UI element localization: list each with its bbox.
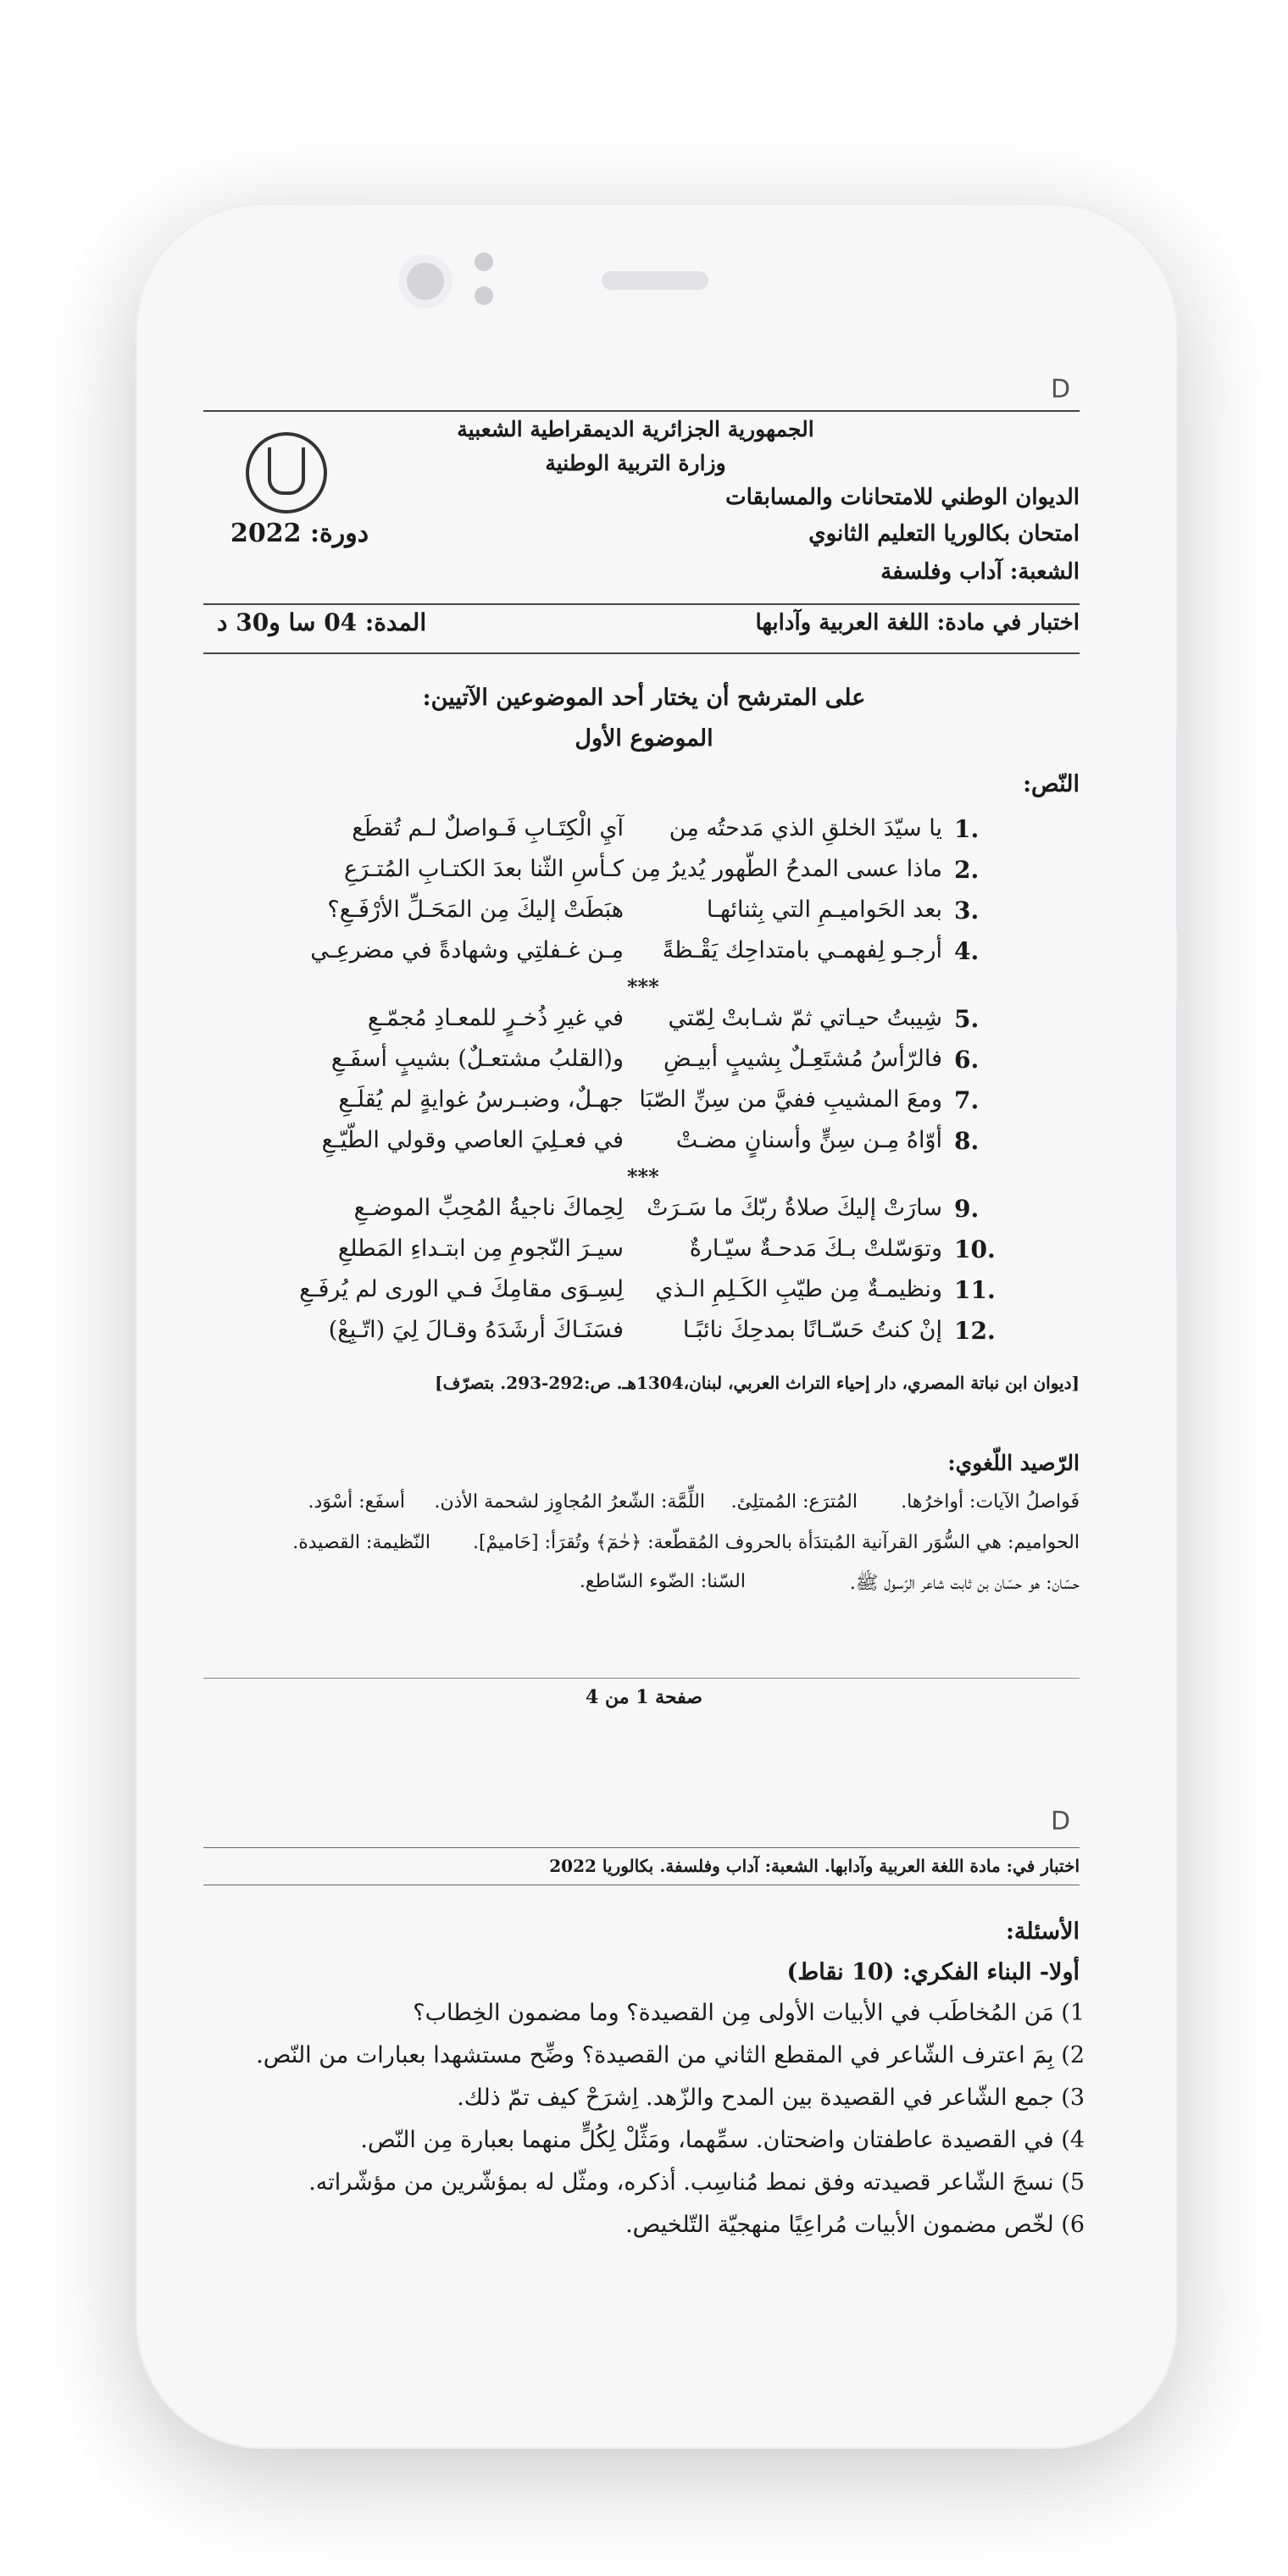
verse-second-hemistich: لِحِماكَ ناجيةُ المُحِبِّ الموضـعِ xyxy=(353,1195,624,1221)
verse-number: 2. xyxy=(954,856,980,884)
glossary-title: الرّصيد اللّغوي: xyxy=(947,1451,1080,1475)
questions-label: الأسئلة: xyxy=(1005,1918,1080,1945)
stanza-separator: *** xyxy=(627,974,659,999)
verse-second-hemistich: جهـلٌ، وضبـرسُ غوايةٍ لم يُقلَـعِ xyxy=(338,1086,624,1113)
verse-number: 7. xyxy=(954,1086,980,1114)
exam-session xyxy=(230,519,369,548)
question-item: 5) نسجَ الشّاعر قصيدته وفق نمط مُناسِب. أذكره، ومثّل له بمؤشّرين من مؤشّراته. xyxy=(308,2169,1085,2196)
poem-source: [ديوان ابن نباتة المصري، دار إحياء التراث العربي، لبنان،1304هـ. ص:292-293. بتصرّف] xyxy=(435,1373,1080,1393)
subject-bottom-rule xyxy=(203,652,1080,654)
verse-second-hemistich: سيـرَ النّجومِ مِن ابتـداءِ المَطلعِ xyxy=(337,1235,624,1262)
verse-number: 1. xyxy=(954,815,980,843)
header-top-rule xyxy=(203,410,1080,412)
verse-first-hemistich: ونظيمـةٌ مِن طيّبِ الكَـلِمِ الـذي xyxy=(655,1276,942,1302)
verse-second-hemistich: و(القلبُ مشتعـلٌ) بشيبٍ أسفَـعِ xyxy=(330,1046,624,1072)
verse-number: 8. xyxy=(954,1127,980,1155)
verse-first-hemistich: ومعَ المشيبِ ففيَّ من سِنِّ الصّبَا xyxy=(639,1086,942,1113)
glossary-entry: النّظيمة: القصيدة. xyxy=(292,1532,430,1553)
verse-second-hemistich: هبَطَتْ إليكَ مِن المَحَـلِّ الأرْفَـعِ؟ xyxy=(327,897,624,923)
instruction: على المترشح أن يختار أحد الموضوعين الآتيين: xyxy=(422,685,866,711)
session-label: دورة: xyxy=(309,519,369,548)
verse-number: 10. xyxy=(954,1235,996,1263)
ministry-title: وزارة التربية الوطنية xyxy=(545,451,726,475)
verse-second-hemistich: فسَنَـاكَ أرشَدَهُ وقـالَ لِيَ (اتّـبِعْ) xyxy=(328,1317,624,1343)
page2-header: اختبار في: مادة اللغة العربية وآدابها. الشعبة: آداب وفلسفة. بكالوريا 2022 xyxy=(549,1856,1080,1876)
footer-rule xyxy=(203,1678,1080,1679)
glossary-entry: الحواميم: هي السُّوَر القرآنية المُبتدَأة بالحروف المُقطّعة: ﴿حٰمٓ﴾ وتُقرَأ: [حَاميمْ]. xyxy=(473,1532,1080,1553)
page-corner-mark: D xyxy=(1051,1807,1071,1836)
verse-second-hemistich: في فعـلِيَ العاصي وقولي الطّيّـعِ xyxy=(321,1127,624,1153)
question-item: 6) لخّص مضمون الأبيات مُراعِيًا منهجيّة التّلخيص. xyxy=(625,2212,1085,2238)
section-title: أولا- البناء الفكري: (10 نقاط) xyxy=(786,1959,1080,1985)
exam-branch: الشعبة: آداب وفلسفة xyxy=(880,559,1080,585)
verse-first-hemistich: سارَتْ إليكَ صلاةُ ربّكَ ما سَـرَتْ xyxy=(647,1195,942,1221)
verse-number: 11. xyxy=(954,1276,996,1304)
state-emblem-icon xyxy=(246,432,327,514)
exam-title: امتحان بكالوريا التعليم الثانوي xyxy=(808,521,1080,547)
page2-header-top-rule xyxy=(203,1847,1080,1848)
verse-first-hemistich: ماذا عسى المدحُ الطّهور يُديرُ مِن xyxy=(630,856,942,882)
verse-second-hemistich: في غيرِ ذُخـرٍ للمعـادِ مُجمّـعِ xyxy=(367,1005,624,1031)
glossary-entry: حسّان: هو حسّان بن ثابت شاعر الرّسول ﷺ. xyxy=(849,1573,1080,1594)
verse-second-hemistich: كـأسِ الثّنا بعدَ الكتـابِ المُتـرَعِ xyxy=(344,856,624,882)
verse-first-hemistich: شِيبتُ حيـاتي ثمّ شـابتْ لِمّتي xyxy=(668,1005,942,1031)
verse-number: 9. xyxy=(954,1195,980,1223)
page-corner-mark: D xyxy=(1051,375,1071,404)
verse-first-hemistich: أرجـو لِفهمـي بامتداحِك يَقْـظةً xyxy=(662,937,942,963)
glossary-entry: أسفَع: أسْوَد. xyxy=(308,1491,405,1513)
verse-first-hemistich: يا سيّدَ الخلقِ الذي مَدحتُه مِن xyxy=(669,815,942,841)
verse-second-hemistich: آيِ الْكِتَـابِ فَـواصلٌ لـم تُقطَع xyxy=(352,815,624,841)
glossary-entry: المُترَع: المُمتلِئ. xyxy=(730,1491,858,1513)
verse-first-hemistich: فالرّأسُ مُشتَعِـلٌ بِشيبٍ أبيـضِ xyxy=(663,1046,942,1072)
exam-duration: المدة: 04 سا و30 د xyxy=(217,608,427,636)
glossary-entry: اللِّمَّة: الشّعرُ المُجاوِز لشحمة الأذن. xyxy=(434,1491,705,1513)
verse-first-hemistich: وتوَسّلتْ بـكَ مَدحـةٌ سيّـارةٌ xyxy=(689,1235,942,1262)
verse-first-hemistich: بعد الحَواميـمِ التي بِثنائهـا xyxy=(706,897,942,923)
question-item: 1) مَن المُخاطَب في الأبيات الأولى مِن القصيدة؟ وما مضمون الخِطاب؟ xyxy=(413,2000,1085,2026)
session-year: 2022 xyxy=(230,519,302,548)
verse-number: 5. xyxy=(954,1005,980,1033)
subject-top-rule xyxy=(203,603,1080,605)
topic-title: الموضوع الأول xyxy=(575,725,713,752)
glossary-entry: فَواصلُ الآيات: أواخرُها. xyxy=(901,1491,1080,1513)
republic-title: الجمهورية الجزائرية الديمقراطية الشعبية xyxy=(457,417,814,441)
glossary-entry: السّنا: الضّوء السّاطع. xyxy=(579,1571,746,1592)
question-item: 2) بِمَ اعترف الشّاعر في المقطع الثاني من القصيدة؟ وضِّح مستشهدا بعبارات من النّص. xyxy=(256,2042,1085,2068)
verse-number: 4. xyxy=(954,937,980,965)
exam-subject: اختبار في مادة: اللغة العربية وآدابها xyxy=(755,610,1080,636)
verse-second-hemistich: لِسِـوَى مقامِكَ فـي الورى لم يُرفَـعِ xyxy=(299,1276,624,1302)
verse-first-hemistich: إنْ كنتُ حَسّـانًا بمدحِكَ نائبًـا xyxy=(682,1317,942,1343)
verse-first-hemistich: أوّاهُ مِـن سِنٍّ وأسنانٍ مضـتْ xyxy=(675,1127,942,1153)
exam-office: الديوان الوطني للامتحانات والمسابقات xyxy=(725,485,1080,510)
question-item: 3) جمع الشّاعر في القصيدة بين المدح والزّهد. اِشرَحْ كيف تمّ ذلك. xyxy=(457,2085,1085,2111)
question-item: 4) في القصيدة عاطفتان واضحتان. سمِّهما، ومَثِّلْ لِكُلٍّ منهما بعبارة مِن النّص. xyxy=(360,2127,1085,2153)
verse-number: 12. xyxy=(954,1317,996,1345)
page-number: صفحة 1 من 4 xyxy=(586,1686,702,1708)
stanza-separator: *** xyxy=(627,1164,659,1189)
text-label: النّص: xyxy=(1023,771,1080,797)
verse-number: 6. xyxy=(954,1046,980,1074)
verse-number: 3. xyxy=(954,897,980,924)
verse-second-hemistich: مِـن غـفلتِي وشهادةً في مضرعِـي xyxy=(310,937,624,963)
